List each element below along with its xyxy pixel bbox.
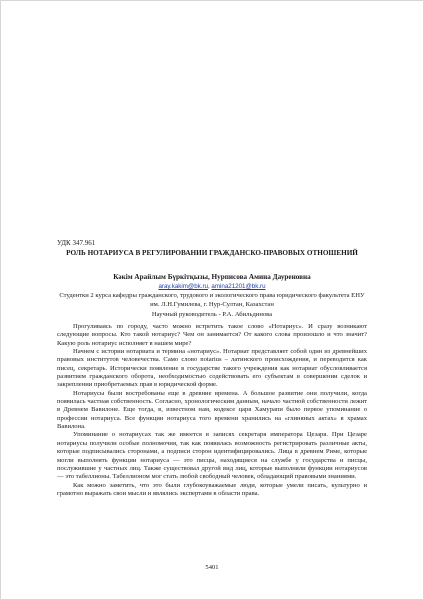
body-paragraph: Упоминание о нотариусах так же имеется в записях секретаря императора Цезаря. При Цезаре нотариусы получили особые полномочия, так как появилась возможность регистрировать различные акты, которые подписывались сторонами, а подписи сторон идентифицировались. Лица в древнем Риме, которые могли выполнять функции нотариуса — это писцы, находящиеся на службе у государства и писцы, послужившие у частных лиц. Также существовал другой вид лиц, которые выполняли функции нотариусов — это табеллионы. Табеллионом мог стать любой свободный человек, обладающий правовыми знаниями.: [57, 431, 367, 481]
email-separator: ,: [207, 283, 212, 290]
author-emails: [57, 283, 367, 291]
scientific-supervisor: Научный руководитель - Р.А. Абильдинова: [151, 311, 273, 318]
body-paragraph: Нотариусы были востребованы еще в древние времена. А большое развитие они получили, когда появилась частная собственность. Согласно, хронологическим данным, начало частной собственности лежит в Древнем Вавилоне. Еще тогда, в, известном нам, кодексе царя Хамурапи было первое упоминание о профессии нотариуса. Все функции нотариуса того времени хранились на «глиняных актах» в храмах Вавилона.: [57, 389, 367, 431]
udk-code: УДК 347.961: [57, 239, 96, 247]
body-paragraph: Начнем с истории нотариата и термина «нотариус». Нотариат представляет собой один из древнейших правовых институтов человечества. Само слово notarius – латинского происхождения, и переводится как писец, секретарь. Исторически появление в государстве такого учреждения как нотариат обусловливается развитием гражданского оборота, необходимостью содействовать его субъектам в совершении сделок и закреплении приобретаемых прав в юридической форме.: [57, 348, 367, 389]
page-number: 5401: [205, 564, 219, 571]
email-link-2[interactable]: amina21201@bk.ru: [211, 283, 266, 290]
author-affiliation: Студентки 2 курса кафедры гражданского, трудового и экологического права юридического факультета ЕНУ им. Л.Н.Гумилева, г. Нур-Султан, Казахстан: [59, 292, 365, 308]
article-body: [57, 323, 367, 498]
article-title: РОЛЬ НОТАРИУСА В РЕГУЛИРОВАНИИ ГРАЖДАНСКО-ПРАВОВЫХ ОТНОШЕНИЙ: [66, 249, 358, 257]
author-names: Кәкім Арайлым Бүркітқызы, Нурписова Амина Дауреновна: [113, 273, 311, 281]
body-paragraph: Прогуливаясь по городу, часто можно встретить такое слово «Нотариус». И сразу возникают следующие вопросы. Кто такой нотариус? Чем он занимается? От какого слова произошло и что значит? Какую роль нотариус исполняет в нашем мире?: [57, 323, 367, 347]
email-link-1[interactable]: aray.kakim@bk.ru: [158, 283, 208, 290]
body-paragraph: Как можно заметить, что это были глубокоуважаемые люди, которые умели писать, культурно и грамотно выражать свои мысли и являлись экспертами в области права.: [57, 481, 367, 497]
